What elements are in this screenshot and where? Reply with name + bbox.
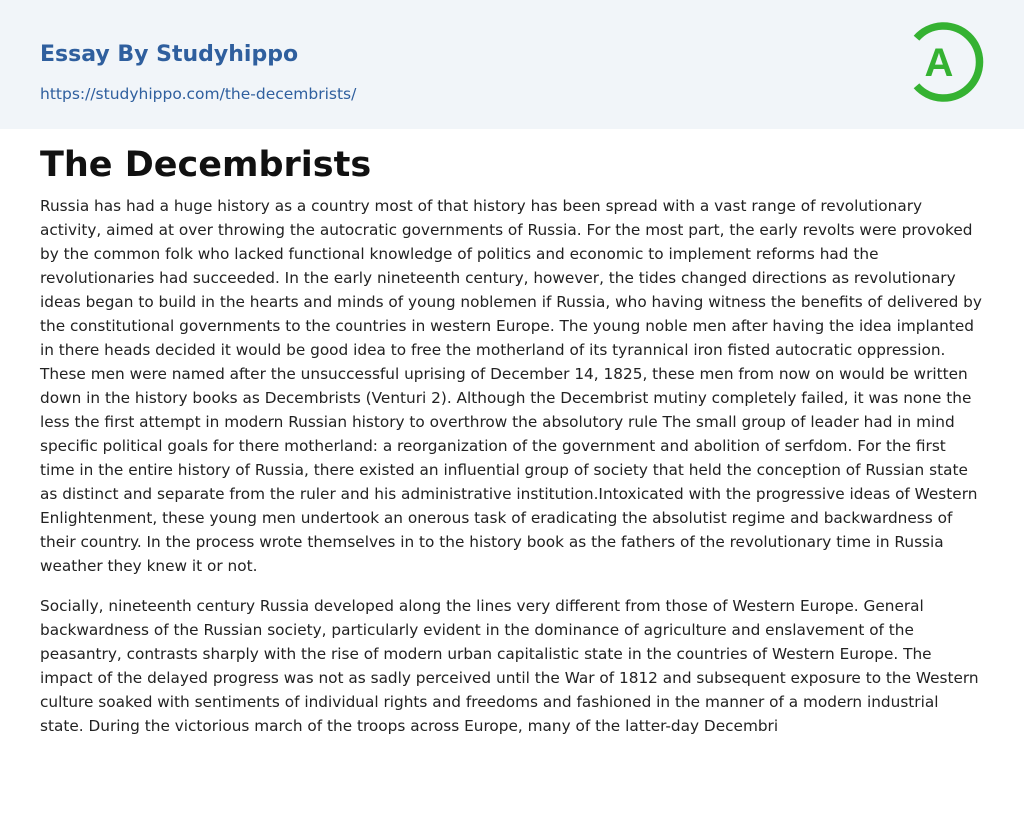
studyhippo-logo <box>908 18 988 106</box>
paragraph: Russia has had a huge history as a country most of that history has been spread with a vast range of revolutionary activity, aimed at over throwing the autocratic governments of Russia. For the most part, the early revolts were provoked by the common folk who lacked functional knowledge of politics and economic to implement reforms had the revolutionaries had succeeded. In the early nineteenth century, however, the tides changed directions as revolutionary ideas began to build in the hearts and minds of young noblemen if Russia, who having witness the benefits of delivered by the constitutional governments to the countries in western Europe. The young noble men after having the idea implanted in there heads decided it would be good idea to free the motherland of its tyrannical iron fisted autocratic oppression. These men were named after the unsuccessful uprising of December 14, 1825, these men from now on would be written down in the history books as Decembrists (Venturi 2). Although the Decembrist mutiny completely failed, it was none the less the first attempt in modern Russian history to overthrow the absolutory rule The small group of leader had in mind specific political goals for there motherland: a reorganization of the government and abolition of serfdom. For the first time in the entire history of Russia, there existed an influential group of society that held the conception of Russian state as distinct and separate from the ruler and his administrative institution.Intoxicated with the progressive ideas of Western Enlightenment, these young men undertook an onerous task of eradicating the absolutist regime and backwardness of their country. In the process wrote themselves in to the history book as the fathers of the revolutionary time in Russia weather they knew it or not. <box>40 197 982 575</box>
logo-a-icon <box>908 18 988 106</box>
site-header <box>0 0 1024 129</box>
logo-letter: A <box>924 41 954 85</box>
brand-title: Essay By Studyhippo <box>40 42 299 67</box>
paragraph: Socially, nineteenth century Russia developed along the lines very different from those of Western Europe. General backwardness of the Russian society, particularly evident in the dominance of agriculture and enslavement of the peasantry, contrasts sharply with the rise of modern urban capitalistic state in the countries of Western Europe. The impact of the delayed progress was not as sadly perceived until the War of 1812 and subsequent exposure to the Western culture soaked with sentiments of individual rights and freedoms and fashioned in the manner of a modern industrial state. During the victorious march of the troops across Europe, many of the latter-day Decembri <box>40 597 979 735</box>
page-title: The Decembrists <box>40 145 372 185</box>
article-body <box>40 194 985 754</box>
article-url-link[interactable]: https://studyhippo.com/the-decembrists/ <box>40 85 357 103</box>
